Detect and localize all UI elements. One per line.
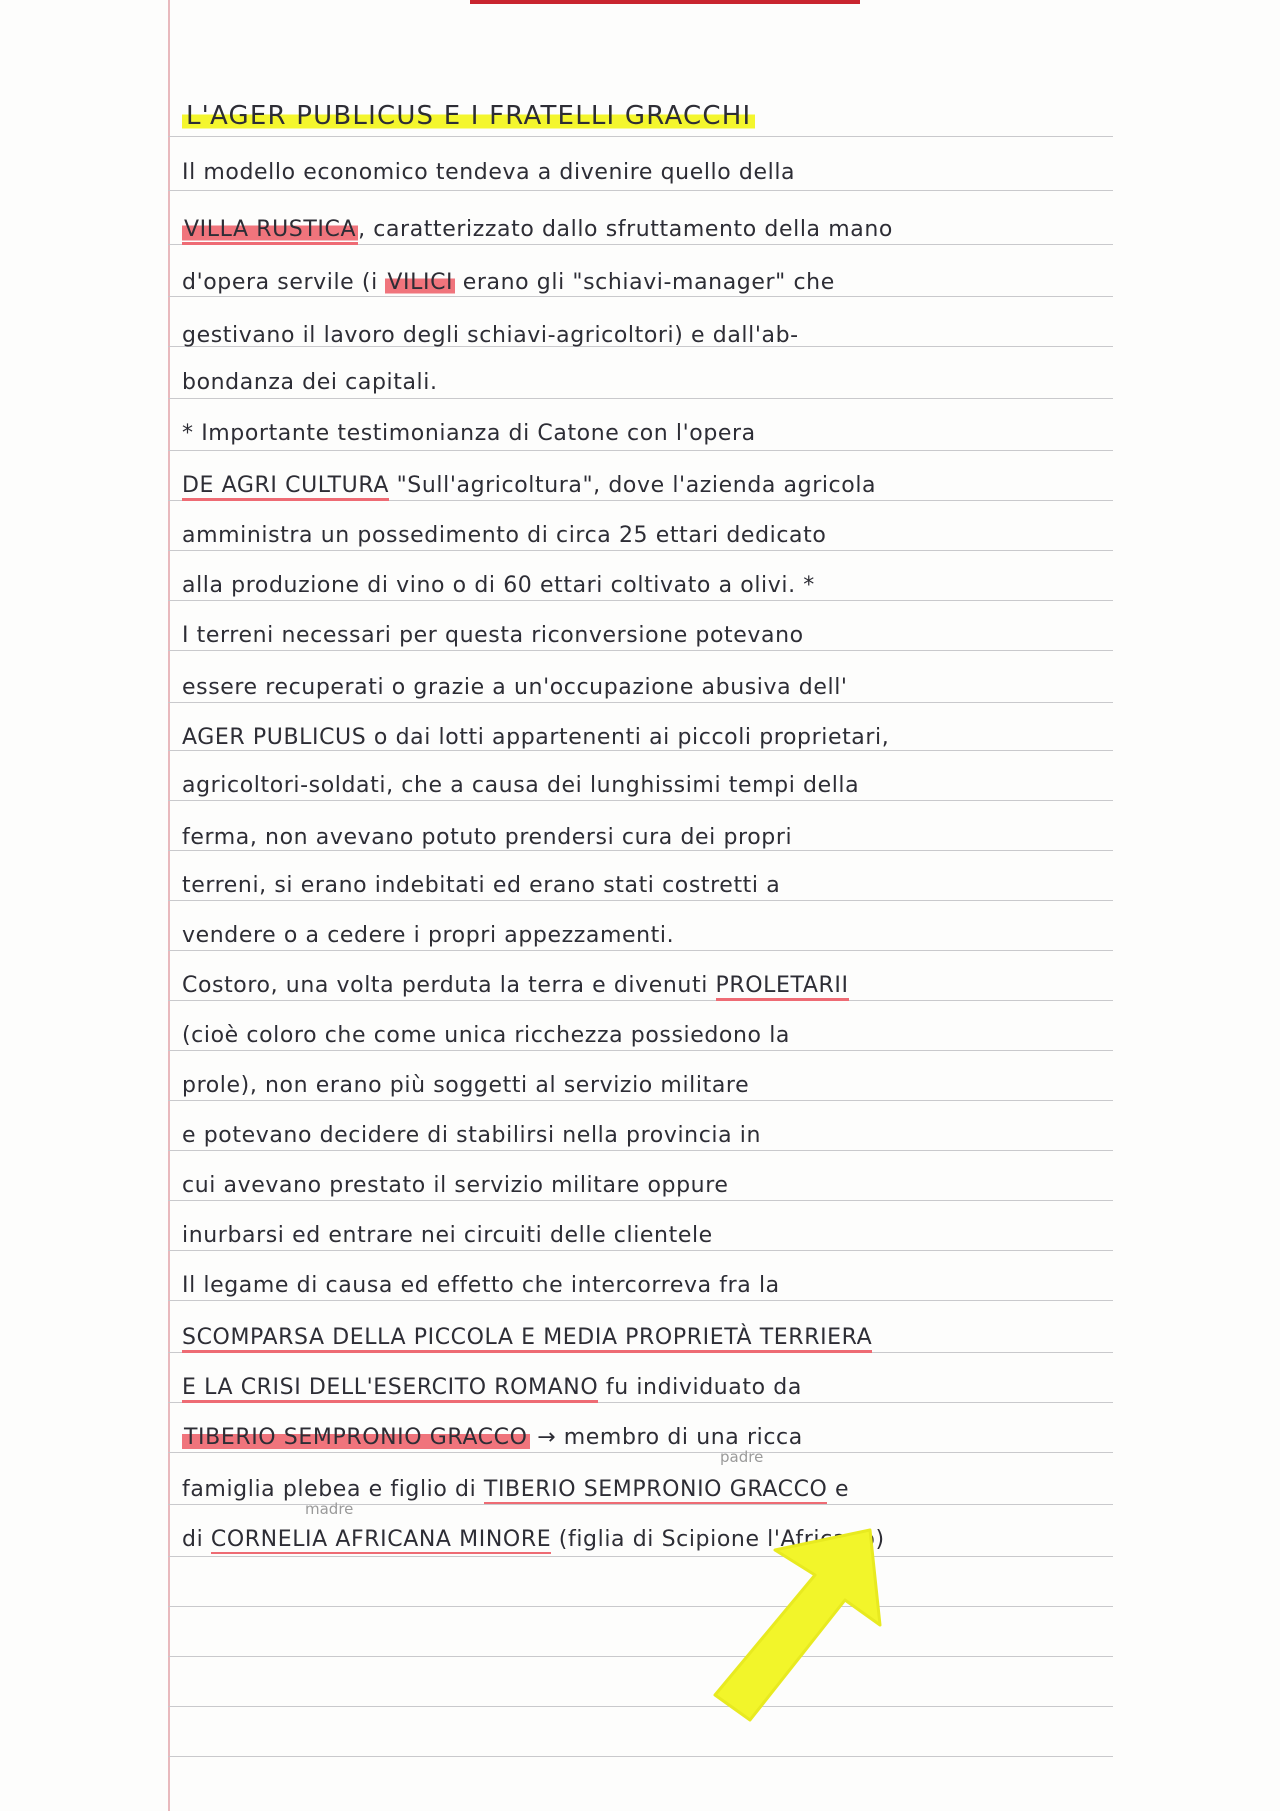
note-line-15: terreni, si erano indebitati ed erano stati costretti a — [182, 873, 781, 898]
note-line-5: bondanza dei capitali. — [182, 370, 438, 395]
padre-name: TIBERIO SEMPRONIO GRACCO — [483, 1477, 828, 1502]
note-line-6: * Importante testimonianza di Catone con l'opera — [182, 421, 756, 446]
note-line-18: (cioè coloro che come unica ricchezza possiedono la — [182, 1023, 790, 1048]
ruled-line — [168, 1606, 1113, 1607]
scomparsa-term: SCOMPARSA DELLA PICCOLA E MEDIA PROPRIETÀ TERRIERA — [182, 1325, 872, 1353]
note-line-12: AGER PUBLICUS o dai lotti appartenenti ai piccoli proprietari, — [182, 725, 890, 750]
de-agri-cultura-term: DE AGRI CULTURA — [182, 473, 389, 501]
note-line-28: di CORNELIA AFRICANA MINORE (figlia di Scipione l'Africano) — [182, 1527, 885, 1552]
note-line-2: VILLA RUSTICA, caratterizzato dallo sfruttamento della mano — [182, 210, 1112, 250]
note-line-13: agricoltori-soldati, che a causa dei lunghissimi tempi della — [182, 773, 860, 798]
note-line-4: gestivano il lavoro degli schiavi-agricoltori) e dall'ab- — [182, 323, 799, 348]
note-line-7: DE AGRI CULTURA "Sull'agricoltura", dove l'azienda agricola — [182, 466, 1112, 506]
villa-rustica-term: VILLA RUSTICA — [182, 217, 358, 245]
page-top-edge — [470, 0, 860, 4]
yellow-arrow-icon — [680, 1520, 920, 1750]
note-line-27: famiglia plebea e figlio di TIBERIO SEMPRONIO GRACCO e — [182, 1477, 850, 1502]
note-line-26: TIBERIO SEMPRONIO GRACCO → membro di una ricca — [184, 1425, 803, 1450]
note-line-20: e potevano decidere di stabilirsi nella provincia in — [182, 1123, 762, 1148]
proletarii-term: PROLETARII — [716, 973, 849, 1001]
note-line-8: amministra un possedimento di circa 25 ettari dedicato — [182, 523, 827, 548]
vilici-term: VILICI — [387, 270, 454, 295]
ruled-line — [168, 1706, 1113, 1707]
page-title: L'AGER PUBLICUS E I FRATELLI GRACCHI — [182, 96, 1112, 136]
note-line-9: alla produzione di vino o di 60 ettari coltivato a olivi. * — [182, 573, 815, 598]
note-line-1: Il modello economico tendeva a divenire quello della — [182, 160, 796, 185]
note-line-19: prole), non erano più soggetti al servizio militare — [182, 1073, 750, 1098]
note-line-17: Costoro, una volta perduta la terra e divenuti PROLETARII — [182, 966, 1112, 1006]
ruled-line — [168, 1756, 1113, 1757]
note-line-21: cui avevano prestato il servizio militare oppure — [182, 1173, 729, 1198]
margin-line — [168, 0, 170, 1811]
note-line-24 — [182, 1318, 1112, 1358]
crisi-esercito-term: E LA CRISI DELL'ESERCITO ROMANO — [182, 1375, 598, 1403]
note-line-22: inurbarsi ed entrare nei circuiti delle clientele — [182, 1223, 713, 1248]
note-line-3: d'opera servile (i VILICI erano gli "schiavi-manager" che — [182, 270, 835, 295]
tiberio-gracco-term: TIBERIO SEMPRONIO GRACCO — [184, 1425, 528, 1450]
madre-name: CORNELIA AFRICANA MINORE — [210, 1527, 552, 1552]
note-line-10: I terreni necessari per questa riconversione potevano — [182, 623, 804, 648]
note-line-25: E LA CRISI DELL'ESERCITO ROMANO fu individuato da — [182, 1368, 1112, 1408]
note-line-16: vendere o a cedere i propri appezzamenti. — [182, 923, 675, 948]
ruled-line — [168, 136, 1113, 137]
annotation-madre: madre — [305, 1500, 354, 1518]
annotation-padre: padre — [720, 1448, 764, 1466]
ruled-line — [168, 1656, 1113, 1657]
note-line-23: Il legame di causa ed effetto che intercorreva fra la — [182, 1273, 780, 1298]
note-line-11: essere recuperati o grazie a un'occupazione abusiva dell' — [182, 675, 848, 700]
note-line-14: ferma, non avevano potuto prendersi cura dei propri — [182, 825, 793, 850]
